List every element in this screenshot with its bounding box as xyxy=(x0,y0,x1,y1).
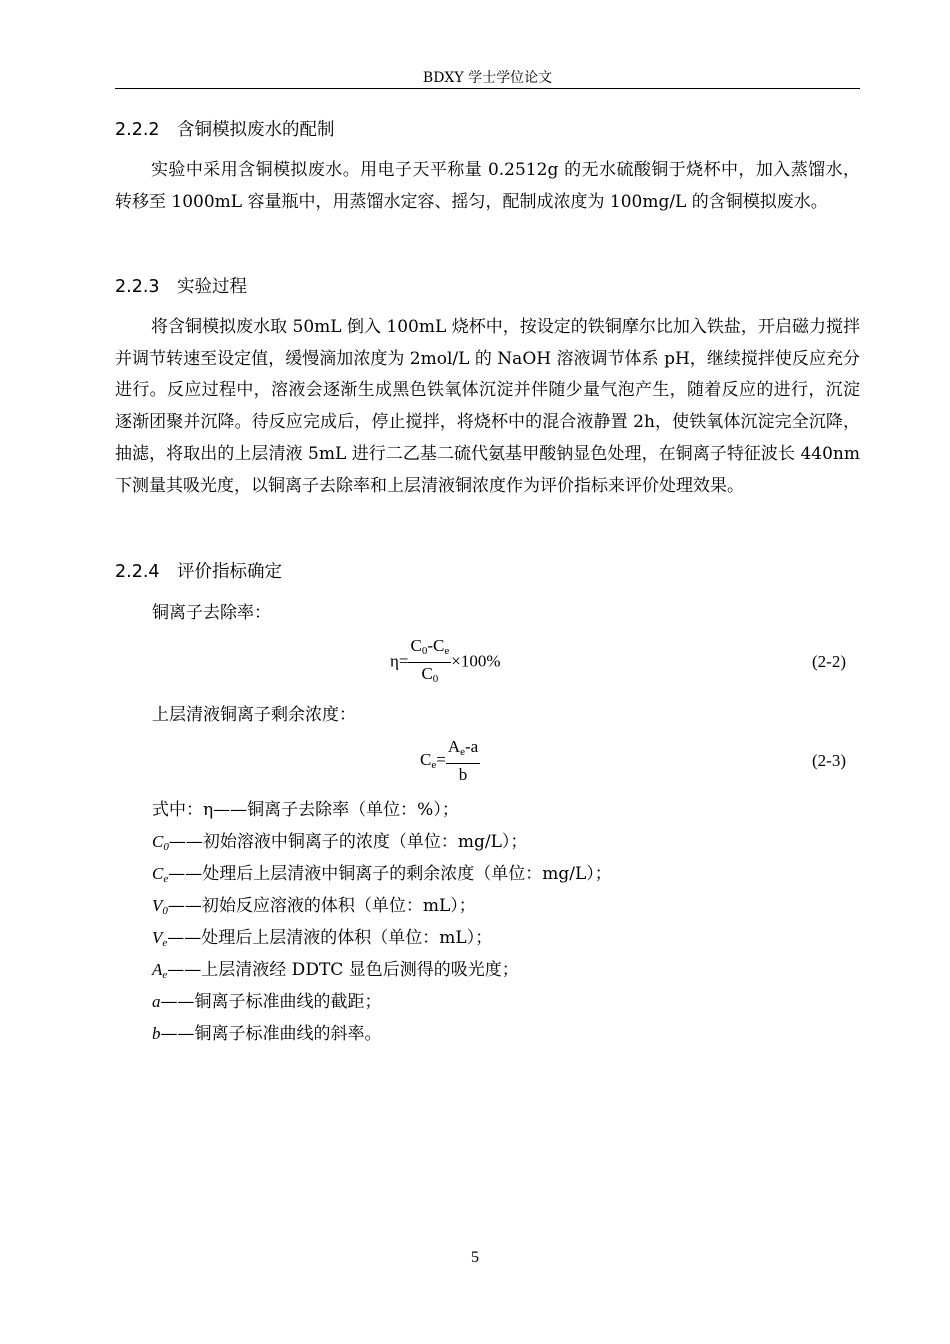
definition-item: $C_0——$初始溶液中铜离子的浓度（单位：mg/L）； xyxy=(152,832,528,853)
header-rule xyxy=(115,88,860,89)
section-number: 2.2.3 xyxy=(115,277,160,297)
definition-lead: 式中：η——铜离子去除率（单位：%）； xyxy=(152,800,459,820)
definition-item: $V_e——$处理后上层清液的体积（单位：mL）； xyxy=(152,928,493,949)
eq-fraction: $\frac{Ae-a}{b}$ xyxy=(447,737,479,784)
paragraph-2-2-3: 将含铜模拟废水取 50mL 倒入 100mL 烧杯中，按设定的铁铜摩尔比加入铁盐，开启磁力搅拌并调节转速至设定值，缓慢滴加浓度为 2mol/L 的 NaOH 溶液调节体系 pH，继续搅拌使反应充分进行。反应过程中，溶液会逐渐生成黑色铁氧体沉淀并伴随少量气泡产生，随着反应的进行，沉淀逐渐团聚并沉降。待反应完成后，停止搅拌，将烧杯中的混合液静置 2h，使铁氧体沉淀完全沉降，抽滤，将取出的上层清液 5mL 进行二乙基二硫代氨基甲酸钠显色处理，在铜离子特征波长 440nm 下测量其吸光度，以铜离子去除率和上层清液铜浓度作为评价指标来评价处理效果。 xyxy=(115,317,860,496)
section-number: 2.2.2 xyxy=(115,120,160,140)
section-heading-2-2-2 xyxy=(115,118,335,142)
equation-intro-residual: 上层清液铜离子剩余浓度： xyxy=(152,705,356,725)
equation-intro-removal-rate: 铜离子去除率： xyxy=(152,603,271,623)
equation-number: (2-2) xyxy=(812,652,846,671)
eq-fraction: $\frac{C0-Ce}{C0}$ xyxy=(410,636,450,685)
page-number: 5 xyxy=(471,1249,479,1266)
equation-2-3: Ce= $\frac{Ae-a}{b}$ xyxy=(420,737,479,784)
definition-item: a——铜离子标准曲线的截距； xyxy=(152,992,382,1012)
section-heading-2-2-4 xyxy=(115,560,282,584)
definition-item: b——铜离子标准曲线的斜率。 xyxy=(152,1024,382,1044)
section-title: 实验过程 xyxy=(177,277,247,297)
running-header: BDXY 学士学位论文 xyxy=(422,70,553,86)
equation-2-2: η= $\frac{C0-Ce}{C0}$ ×100% xyxy=(390,636,500,689)
section-heading-2-2-3 xyxy=(115,275,247,299)
definition-item: $A_e——$上层清液经 DDTC 显色后测得的吸光度； xyxy=(152,960,519,981)
eq-lhs: η xyxy=(390,651,399,671)
section-title: 含铜模拟废水的配制 xyxy=(177,120,335,140)
eq-lhs: Ce xyxy=(420,749,437,771)
definition-item: $C_e——$处理后上层清液中铜离子的剩余浓度（单位：mg/L）； xyxy=(152,864,612,885)
equation-number: (2-3) xyxy=(812,751,846,770)
section-number: 2.2.4 xyxy=(115,562,160,582)
definition-item: $V_0——$初始反应溶液的体积（单位：mL）； xyxy=(152,896,476,917)
paragraph-2-2-2: 实验中采用含铜模拟废水。用电子天平称量 0.2512g 的无水硫酸铜于烧杯中，加入蒸馏水，转移至 1000mL 容量瓶中，用蒸馏水定容、摇匀，配制成浓度为 100mg/L 的含铜模拟废水。 xyxy=(115,160,860,212)
section-title: 评价指标确定 xyxy=(177,562,282,582)
